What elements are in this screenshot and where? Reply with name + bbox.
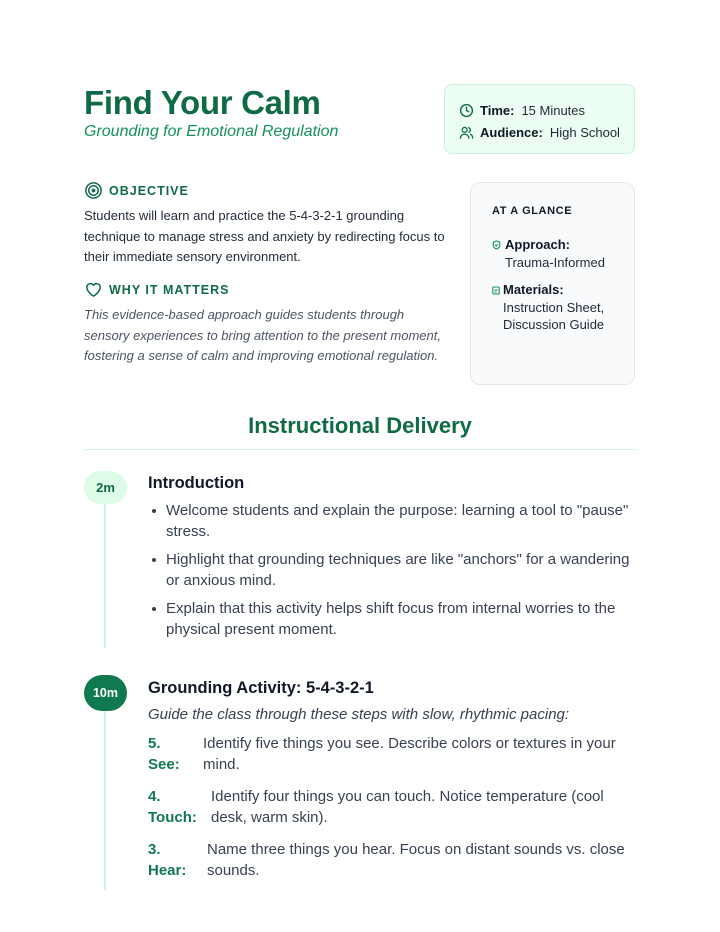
objective-heading: [84, 181, 189, 200]
sense-step-see: [148, 733, 633, 775]
delivery-title: Instructional Delivery: [248, 413, 472, 438]
objective-heading-label: OBJECTIVE: [109, 183, 189, 198]
sense-description: Identify five things you see. Describe colors or textures in your mind.: [203, 735, 616, 773]
list-item: Explain that this activity helps shift focus from internal worries to the physical present moment.: [148, 598, 638, 640]
document-icon: [492, 281, 503, 334]
sense-name: Touch:: [148, 809, 197, 826]
sense-name: See:: [148, 756, 180, 773]
why-text: This evidence-based approach guides students through sensory experiences to bring attention to the present moment, fostering a sense of calm and improving emotional regulation.: [84, 307, 441, 363]
sense-description: Name three things you hear. Focus on distant sounds vs. close sounds.: [207, 841, 625, 879]
shield-icon: [492, 236, 505, 271]
step-title: Grounding Activity: 5-4-3-2-1: [148, 679, 374, 697]
duration-badge: 2m: [84, 471, 127, 504]
materials-value: Instruction Sheet, Discussion Guide: [503, 299, 605, 332]
page-title: Find Your Calm: [84, 84, 321, 121]
why-heading-label: WHY IT MATTERS: [109, 282, 230, 297]
list-item: Welcome students and explain the purpose: learning a tool to "pause" stress.: [148, 500, 638, 542]
glance-materials: [492, 281, 634, 334]
glance-title: AT A GLANCE: [492, 205, 573, 217]
delivery-divider: [84, 449, 635, 450]
audience-value: High School: [549, 124, 620, 140]
step-bullets: [148, 500, 638, 647]
heart-icon: [84, 280, 103, 299]
objective-text: Students will learn and practice the 5-4-3-2-1 grounding technique to manage stress and anxiety by redirecting focus to their immediate sensory environment.: [84, 208, 445, 264]
users-icon: [459, 125, 474, 140]
sense-number: 4.: [148, 788, 161, 805]
approach-value: Trauma-Informed: [505, 254, 605, 270]
audience-row: [459, 121, 634, 143]
timeline-line: [104, 503, 106, 648]
audience-label: Audience:: [480, 124, 543, 140]
sense-description: Identify four things you can touch. Notice temperature (cool desk, warm skin).: [211, 788, 604, 826]
time-label: Time:: [480, 102, 515, 118]
sense-number: 5.: [148, 735, 161, 752]
clock-icon: [459, 103, 474, 118]
target-icon: [84, 181, 103, 200]
step-guide-text: Guide the class through these steps with slow, rhythmic pacing:: [148, 706, 570, 723]
sense-name: Hear:: [148, 862, 187, 879]
at-a-glance-card: [470, 182, 635, 385]
sense-number: 3.: [148, 841, 161, 858]
why-heading: [84, 280, 229, 299]
step-title: Introduction: [148, 474, 245, 492]
sense-step-hear: [148, 839, 637, 881]
list-item: Highlight that grounding techniques are like "anchors" for a wandering or anxious mind.: [148, 549, 638, 591]
time-row: [459, 99, 634, 121]
lesson-meta-box: [444, 84, 635, 154]
glance-approach: [492, 236, 634, 271]
materials-label: Materials:: [503, 282, 564, 297]
duration-badge: 10m: [84, 675, 127, 711]
sense-step-touch: [148, 786, 631, 828]
timeline-line: [104, 711, 106, 890]
time-value: 15 Minutes: [521, 102, 586, 118]
approach-label: Approach:: [505, 237, 570, 252]
page-subtitle: Grounding for Emotional Regulation: [84, 123, 339, 140]
